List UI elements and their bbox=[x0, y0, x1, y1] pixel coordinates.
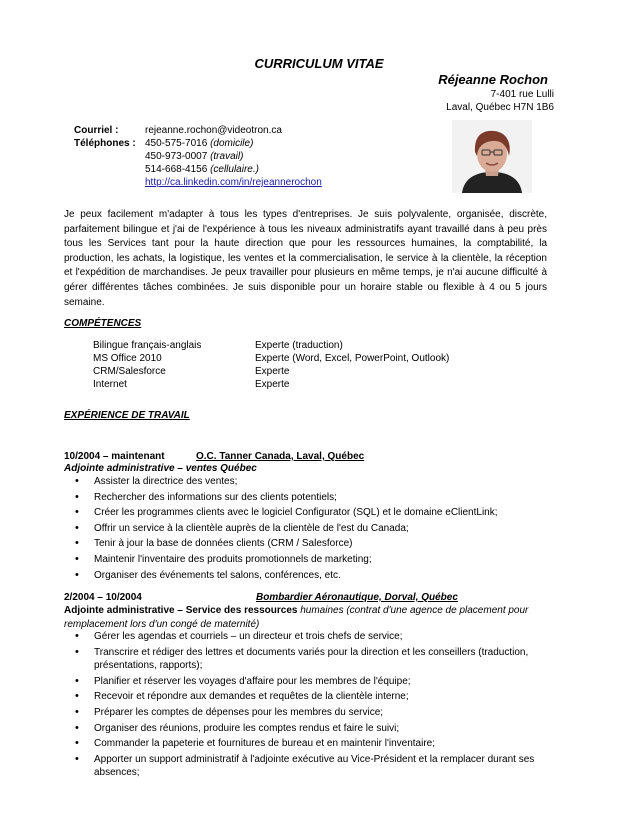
phones-label: Téléphones : bbox=[74, 138, 136, 149]
skill-name: Bilingue français-anglais bbox=[93, 340, 202, 351]
task-item: • Assister la directrice des ventes; bbox=[64, 475, 554, 489]
task-item: • Tenir à jour la base de données clients (CRM / Salesforce) bbox=[64, 537, 554, 551]
profile-photo bbox=[452, 120, 532, 193]
task-item: • Commander la papeterie et fournitures de bureau et en maintenir l'inventaire; bbox=[64, 737, 554, 751]
skill-level: Experte bbox=[255, 379, 290, 390]
address-city: Laval, Québec H7N 1B6 bbox=[446, 102, 554, 113]
job-company: O.C. Tanner Canada, Laval, Québec bbox=[196, 451, 365, 462]
candidate-name: Réjeanne Rochon bbox=[438, 72, 548, 87]
phone-home: 450-575-7016 (domicile) bbox=[145, 138, 254, 149]
linkedin-link[interactable]: http://ca.linkedin.com/in/rejeannerochon bbox=[145, 177, 322, 188]
phone-work: 450-973-0007 (travail) bbox=[145, 151, 244, 162]
job-role: Adjointe administrative – Service des ressources humaines (contrat d'une agence de placement pour remplacement lors d'un congé de maternité) bbox=[64, 605, 529, 630]
job-dates: 2/2004 – 10/2004 bbox=[64, 592, 142, 603]
job-dates: 10/2004 – maintenant bbox=[64, 451, 165, 462]
task-item: • Maintenir l'inventaire des produits promotionnels de marketing; bbox=[64, 553, 554, 567]
job-tasks bbox=[64, 475, 554, 584]
task-item: • Offrir un service à la clientèle auprès de la clientèle de l'est du Canada; bbox=[64, 522, 554, 536]
task-item: • Recevoir et répondre aux demandes et requêtes de la clientèle interne; bbox=[64, 690, 554, 704]
intro-paragraph: Je peux facilement m'adapter à tous les types d'entreprises. Je suis polyvalente, organisée, discrète, parfaitement bilingue et j'ai de l'expérience à tous les niveaux administratifs ayant travaillé dans à peu près tous les Services tant pour la haute direction que pour les ressources humaines, la comptabilité, la production, les achats, la logistique, les ventes et la commercialisation, le service à la clientèle, la réception et l'expédition de marchandises. Je peux travailler pour plusieurs en même temps, je n'ai aucune difficulté à gérer différentes tâches combinées. Je suis disponible pour un horaire stable ou flexible à 4 ou 5 jours semaine. bbox=[64, 209, 547, 308]
skill-level: Experte (traduction) bbox=[255, 340, 343, 351]
task-item: • Apporter un support administratif à l'adjointe exécutive au Vice-Président et la remplacer durant ses absences; bbox=[64, 753, 554, 780]
task-item: • Créer les programmes clients avec le logiciel Configurator (SQL) et le domaine eClientLink; bbox=[64, 506, 554, 520]
skill-name: MS Office 2010 bbox=[93, 353, 162, 364]
document-title: CURRICULUM VITAE bbox=[254, 56, 384, 71]
email-value: rejeanne.rochon@videotron.ca bbox=[145, 125, 282, 136]
skill-name: Internet bbox=[93, 379, 127, 390]
email-label: Courriel : bbox=[74, 125, 119, 136]
skill-level: Experte bbox=[255, 366, 290, 377]
task-item: • Organiser des réunions, produire les comptes rendus et faire le suivi; bbox=[64, 722, 554, 736]
job-tasks bbox=[64, 630, 554, 782]
experience-heading: EXPÉRIENCE DE TRAVAIL bbox=[64, 410, 190, 421]
task-item: • Préparer les comptes de dépenses pour les membres du service; bbox=[64, 706, 554, 720]
job-company: Bombardier Aéronautique, Dorval, Québec bbox=[256, 592, 458, 603]
skill-level: Experte (Word, Excel, PowerPoint, Outlook) bbox=[255, 353, 450, 364]
task-item: • Gérer les agendas et courriels – un directeur et trois chefs de service; bbox=[64, 630, 554, 644]
phone-cell: 514-668-4156 (cellulaire.) bbox=[145, 164, 259, 175]
task-item: • Rechercher des informations sur des clients potentiels; bbox=[64, 491, 554, 505]
task-item: • Transcrire et rédiger des lettres et documents variés pour la direction et les conseillers (traduction, présentations, rapports); bbox=[64, 646, 554, 673]
address-street: 7-401 rue Lulli bbox=[490, 89, 554, 100]
task-item: • Organiser des événements tel salons, conférences, etc. bbox=[64, 569, 554, 583]
job-role: Adjointe administrative – ventes Québec bbox=[64, 463, 257, 474]
skill-name: CRM/Salesforce bbox=[93, 366, 166, 377]
task-item: • Planifier et réserver les voyages d'affaire pour les membres de l'équipe; bbox=[64, 675, 554, 689]
competences-heading: COMPÉTENCES bbox=[64, 318, 142, 329]
